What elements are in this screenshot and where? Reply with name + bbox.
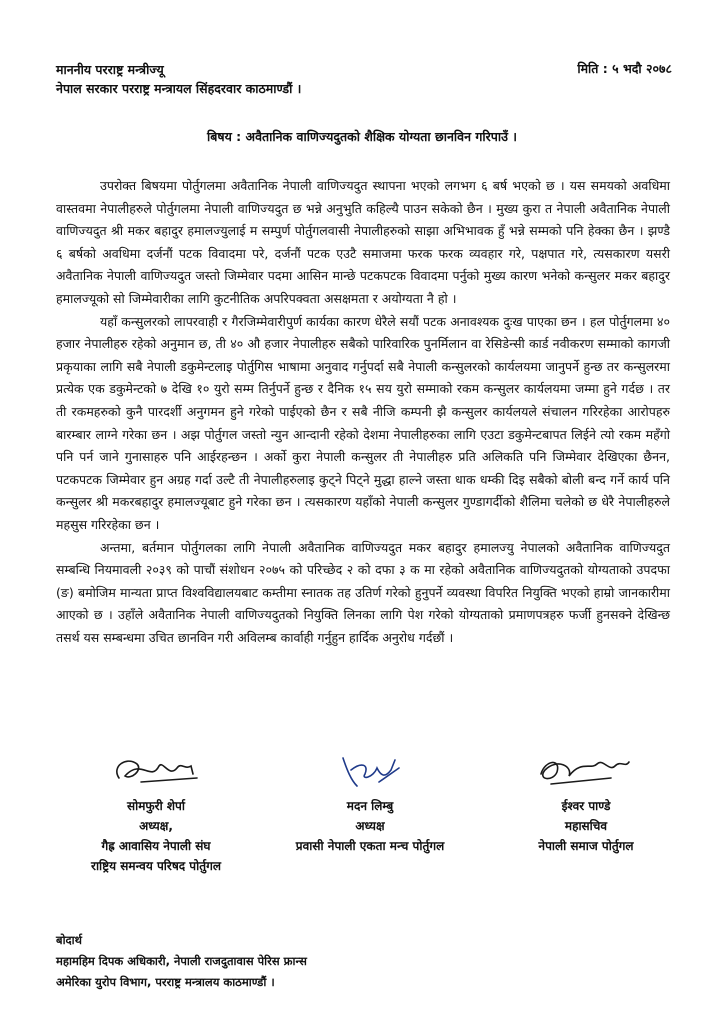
letter-date: मिति : ५ भदौ २०७८ [577,61,672,76]
signature-1-image [81,748,231,792]
signatory-1-org-2: राष्ट्रिय समन्वय परिषद पोर्तुगल [91,859,221,873]
signature-3-image [511,748,661,792]
cc-heading: बोदार्थ [56,933,82,947]
body-paragraph-2: यहाँ कन्सुलरको लापरवाही र गैरजिम्मेवारीपुर्ण कार्यका कारण धेरैले सयौं पटक अनावश्यक दुःख पाएका छन । हल पोर्तुगलमा ४० हजार नेपालीहरु रहेको अनुमान छ, ती ४० औ हजार नेपालीहरु सबैको पारिवारिक पुनर्मिलान वा रेसिडेन्सी कार्ड नवीकरण सम्माको कागजी प्रकृयाका लागि सबै नेपाली डकुमेन्टलाइ पोर्तुगिस भाषामा अनुवाद गर्नुपर्दा सबै नेपाली कन्सुलरको कार्यलयमा जानुपर्ने हुन्छ तर कन्सुलरमा प्रत्येक एक डकुमेन्टको ७ देखि १० युरो सम्म तिर्नुपर्ने हुन्छ र दैनिक १५ सय युरो सम्माको रकम कन्सुलर कार्यलयमा जम्मा हुने गर्दछ । तर ती रकमहरुको कुनै पारदर्शी अनुगमन हुने गरेको पाईएको छैन र सबै नीजि कम्पनी झै कन्सुलर कार्यलयले संचालन गरिरहेका आरोपहरु बारम्बार लाग्ने गरेका छन । अझ पोर्तुगल जस्तो न्युन आन्दानी रहेको देशमा नेपालीहरुका लागि एउटा डकुमेन्टबापत लिईने त्यो रकम महँगो पनि पर्न जाने गुनासाहरु पनि आईरहन्छन । अर्को कुरा नेपाली कन्सुलर ती नेपालीहरु प्रति अलिकति पनि जिम्मेवार देखिएका छैनन, पटकपटक जिम्मेवार हुन अग्रह गर्दा उल्टै ती नेपालीहरुलाइ कुट्ने पिट्ने मुद्धा हाल्ने जस्ता धाक धम्की दिइ सबैको बोली बन्द गर्ने कार्य पनि कन्सुलर श्री मकरबहादुर हमालज्यूबाट हुने गरेका छन । त्यसकारण यहाँको नेपाली कन्सुलर गुण्डागर्दीको शैलिमा चलेको छ धेरै नेपालीहरुले महसुस गरिरहेका छन । [56,313,670,532]
signatory-2-title: अध्यक्ष [355,819,385,833]
cc-line-1: महामहिम दिपक अधिकारी, नेपाली राजदुतावास पेरिस फ्रान्स [56,954,307,968]
recipient-line-1: माननीय परराष्ट्र मन्त्रीज्यू [56,62,164,77]
signatory-3 [476,748,696,856]
letter-body [56,175,670,649]
signatory-2 [260,748,480,856]
signatory-1-name: सोमफुरी शेर्पा [127,799,185,813]
signatory-3-title: महासचिव [564,819,608,833]
signatory-1 [46,748,266,876]
body-paragraph-3: अन्तमा, बर्तमान पोर्तुगलका लागि नेपाली अवैतानिक वाणिज्यदुत मकर बहादुर हमालज्यु नेपालको अवैतानिक वाणिज्यदुत सम्बन्धि नियमावली २०३९ को पाचौं संशोधन २०७५ को परिच्छेद २ को दफा ३ क मा रहेको अवैतानिक वाणिज्यदुतको योग्यताको उपदफा (ङ) बमोजिम मान्यता प्राप्त विश्वविद्यालयबाट कम्तीमा स्नातक तह उतिर्ण गरेको हुनुपर्ने व्यवस्था विपरित नियुक्ति भएको हाम्रो जानकारीमा आएको छ । उहाँले अवैतानिक नेपाली वाणिज्यदुतको नियुक्ति लिनका लागि पेश गरेको योग्यताको प्रमाणपत्रहरु फर्जी हुनसक्ने देखिन्छ तसर्थ यस सम्बन्धमा उचित छानविन गरी अविलम्ब कार्वाही गर्नुहुन हार्दिक अनुरोध गर्दछौं । [56,539,670,645]
signatory-1-org-1: गैह्र आवासिय नेपाली संघ [101,839,211,853]
signatory-1-title: अध्यक्ष, [139,819,173,833]
recipient-block [56,60,301,98]
cc-block [56,930,307,993]
recipient-line-2: नेपाल सरकार परराष्ट्र मन्त्रायल सिंहदरवार काठमाण्डौं । [56,81,302,96]
signatory-3-org-1: नेपाली समाज पोर्तुगल [538,839,634,853]
body-paragraph-1: उपरोक्त बिषयमा पोर्तुगलमा अवैतानिक नेपाली वाणिज्यदुत स्थापना भएको लगभग ६ बर्ष भएको छ । यस समयको अवधिमा वास्तवमा नेपालीहरुले पोर्तुगलमा नेपाली वाणिज्यदुत छ भन्ने अनुभुति कहिल्यै पाउन सकेको छैन । मुख्य कुरा त नेपाली अवैतानिक नेपाली वाणिज्यदुत श्री मकर बहादुर हमालज्युलाई म सम्पुर्ण पोर्तुगलवासी नेपालीहरुको साझा अभिभावक हुँ भन्ने सम्मको पनि हेक्का छैन । झण्डै ६ बर्षको अवधिमा दर्जनौं पटक विवादमा परे, दर्जनौं पटक एउटै समाजमा फरक फरक व्यवहार गरे, पक्षपात गरे, त्यसकारण यसरी अवैतानिक नेपाली वाणिज्यदुत जस्तो जिम्मेवार पदमा आसिन मान्छे पटकपटक विवादमा पर्नुको मुख्य कारण भनेको कन्सुलर मकर बहादुर हमालज्यूको सो जिम्मेवारीका लागि कुटनीतिक अपरिपक्वता असक्षमता र अयोग्यता नै हो । [56,178,670,306]
subject-line: बिषय : अवैतानिक वाणिज्यदुतको शैक्षिक योग्यता छानविन गरिपाउँ । [206,129,518,144]
cc-line-2: अमेरिका युरोप विभाग, परराष्ट्र मन्त्रालय काठमाण्डौं । [56,975,275,989]
signatory-3-name: ईश्वर पाण्डे [561,799,611,813]
signatory-2-name: मदन लिम्बु [346,799,394,813]
signature-2-image [295,748,445,792]
signatory-2-org-1: प्रवासी नेपाली एकता मन्च पोर्तुगल [295,839,445,853]
